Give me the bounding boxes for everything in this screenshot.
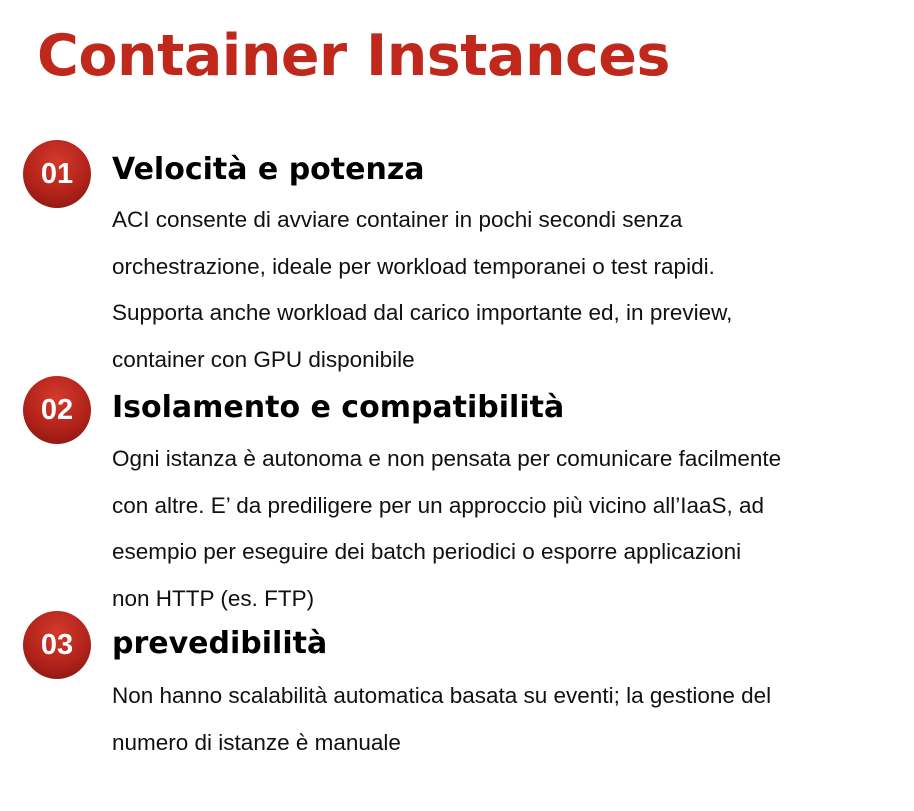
description-line: Supporta anche workload dal carico importante ed, in preview,: [112, 300, 733, 325]
description-line: Non hanno scalabilità automatica basata su eventi; la gestione del: [112, 683, 772, 708]
description-line: container con GPU disponibile: [112, 346, 415, 372]
number-badge: 01: [23, 140, 91, 208]
feature-description: [112, 436, 882, 622]
description-line: con altre. E’ da prediligere per un approccio più vicino all’IaaS, ad: [112, 492, 765, 518]
number-badge: 03: [23, 611, 91, 679]
feature-heading: Isolamento e compatibilità: [112, 390, 565, 425]
number-badge: 02: [23, 376, 91, 444]
feature-heading: prevedibilità: [112, 626, 328, 661]
feature-heading: Velocità e potenza: [112, 152, 425, 187]
slide-title: Container Instances: [37, 23, 670, 89]
feature-description: [112, 197, 882, 383]
description-line: Ogni istanza è autonoma e non pensata per comunicare facilmente: [112, 446, 782, 471]
description-line: orchestrazione, ideale per workload temporanei o test rapidi.: [112, 253, 715, 279]
description-line: non HTTP (es. FTP): [112, 585, 315, 611]
description-line: numero di istanze è manuale: [112, 729, 401, 755]
description-line: ACI consente di avviare container in pochi secondi senza: [112, 207, 683, 232]
description-line: esempio per eseguire dei batch periodici o esporre applicazioni: [112, 539, 742, 564]
feature-description: [112, 673, 882, 766]
